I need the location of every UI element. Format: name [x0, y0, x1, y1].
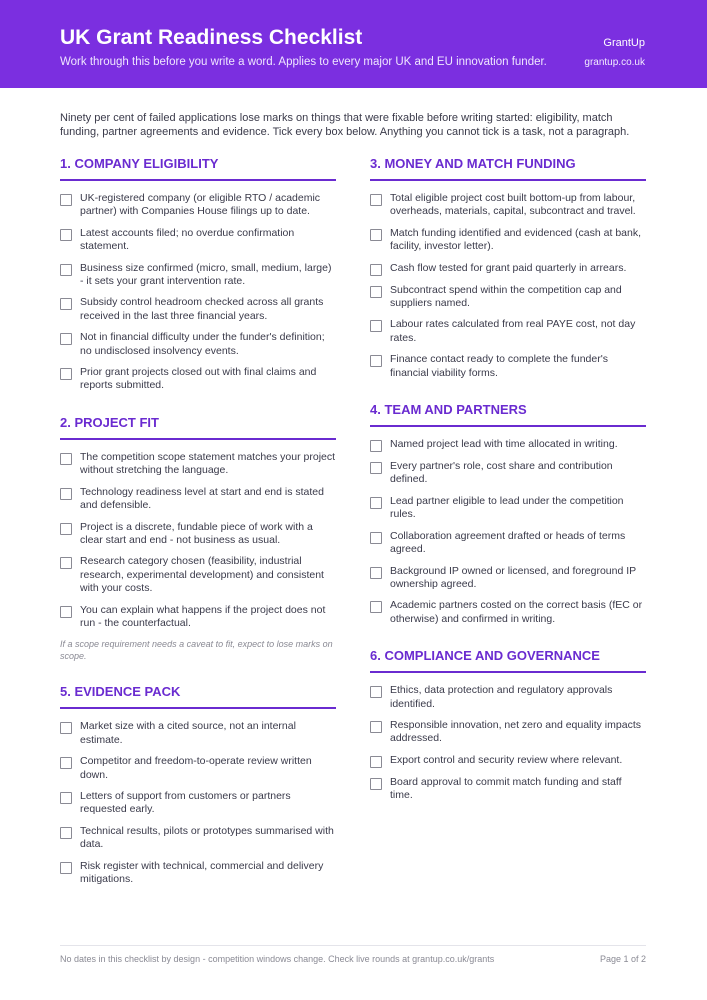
- checklist-item-text: Responsible innovation, net zero and equality impacts addressed.: [390, 718, 641, 745]
- checkbox[interactable]: [370, 601, 382, 613]
- brand-site: grantup.co.uk: [584, 57, 645, 68]
- checklist-item-text: You can explain what happens if the project does not run - the counterfactual.: [80, 603, 326, 629]
- checklist: [370, 438, 646, 626]
- page-footer: [60, 945, 646, 964]
- checkbox[interactable]: [370, 532, 382, 544]
- checklist-item-text: Market size with a cited source, not an internal estimate.: [80, 720, 296, 746]
- checkbox[interactable]: [60, 523, 72, 535]
- checklist: [370, 192, 646, 380]
- brand-name: GrantUp: [603, 37, 645, 49]
- checklist-item-text: Business size confirmed (micro, small, medium, large) - it sets your grant intervention rate.: [80, 261, 332, 288]
- checklist-item-text: UK-registered company (or eligible RTO / academic partner) with Companies House filings up to date.: [80, 192, 321, 218]
- checkbox[interactable]: [370, 355, 382, 367]
- checklist: [60, 451, 336, 630]
- section-title: 2. PROJECT FIT: [60, 415, 336, 440]
- page-header: [0, 0, 707, 88]
- section-title: 5. EVIDENCE PACK: [60, 684, 336, 709]
- checklist-item-text: Research category chosen (feasibility, industrial research, experimental development) and consistent with your costs.: [80, 555, 324, 595]
- checklist-item-text: Technical results, pilots or prototypes summarised with data.: [80, 824, 334, 851]
- intro-paragraph: Ninety per cent of failed applications lose marks on things that were fixable before writing started: eligibility, match funding, partner agreements and evidence. Tick every box below. Anything you cannot tick is a task, not a paragraph.: [60, 112, 630, 138]
- checkbox[interactable]: [370, 721, 382, 733]
- footer-note: No dates in this checklist by design - competition windows change. Check live rounds at grantup.co.uk/grants: [60, 954, 495, 964]
- checklist-item: [60, 720, 336, 747]
- checklist-item-text: Latest accounts filed; no overdue confirmation statement.: [80, 226, 295, 253]
- checklist-item: [60, 790, 336, 817]
- checkbox[interactable]: [60, 827, 72, 839]
- checklist-item-text: Risk register with technical, commercial and delivery mitigations.: [80, 859, 324, 885]
- checklist-item-text: Academic partners costed on the correct basis (fEC or otherwise) and confirmed in writing.: [390, 599, 643, 625]
- section-money-and-match-funding: [370, 156, 646, 380]
- checklist-item: [60, 825, 336, 852]
- section-team-and-partners: [370, 402, 646, 626]
- checklist-item: [60, 521, 336, 548]
- checkbox[interactable]: [370, 497, 382, 509]
- checklist-item-text: Prior grant projects closed out with final claims and reports submitted.: [80, 366, 317, 392]
- section-title: 1. COMPANY ELIGIBILITY: [60, 156, 336, 181]
- checklist-item-text: Subcontract spend within the competition cap and suppliers named.: [390, 283, 622, 310]
- checklist-item-text: Total eligible project cost built bottom-up from labour, overheads, materials, capital, subcontract and travel.: [390, 192, 636, 218]
- page-title: UK Grant Readiness Checklist: [60, 26, 363, 49]
- checkbox[interactable]: [370, 462, 382, 474]
- section-note: If a scope requirement needs a caveat to fit, expect to lose marks on scope.: [60, 639, 333, 662]
- checklist-item-text: Export control and security review where relevant.: [390, 753, 623, 766]
- checkbox[interactable]: [60, 298, 72, 310]
- checklist-item-text: Lead partner eligible to lead under the competition rules.: [390, 494, 624, 521]
- checklist-item-text: Finance contact ready to complete the funder's financial viability forms.: [390, 353, 608, 379]
- checklist: [60, 192, 336, 393]
- checkbox[interactable]: [370, 286, 382, 298]
- checkbox[interactable]: [60, 229, 72, 241]
- checklist-item: [60, 366, 336, 393]
- checklist-item-text: Cash flow tested for grant paid quarterly in arrears.: [390, 261, 627, 274]
- checkbox[interactable]: [370, 778, 382, 790]
- checklist-item-text: Not in financial difficulty under the funder's definition; no undisclosed insolvency events.: [80, 331, 325, 357]
- checklist-item: [370, 227, 646, 254]
- checkbox[interactable]: [60, 488, 72, 500]
- section-title: 3. MONEY AND MATCH FUNDING: [370, 156, 646, 181]
- checklist-item: [60, 296, 336, 323]
- checklist-item: [370, 192, 646, 219]
- page-subtitle: Work through this before you write a word. Applies to every major UK and EU innovation funder.: [60, 56, 547, 68]
- checklist-item: [60, 555, 336, 595]
- checklist-item: [370, 754, 646, 768]
- checkbox[interactable]: [60, 722, 72, 734]
- checkbox[interactable]: [60, 606, 72, 618]
- checklist-item-text: Board approval to commit match funding and staff time.: [390, 775, 622, 802]
- checklist-item: [370, 776, 646, 803]
- checklist-item-text: Project is a discrete, fundable piece of work with a clear start and end - not business as usual.: [80, 520, 313, 546]
- checklist-item: [60, 860, 336, 887]
- checklist-item: [370, 318, 646, 345]
- checklist-item-text: Background IP owned or licensed, and foreground IP ownership agreed.: [390, 564, 636, 590]
- checklist-item: [60, 755, 336, 782]
- checklist-item-text: Competitor and freedom-to-operate review written down.: [80, 755, 312, 781]
- checklist-item: [60, 262, 336, 289]
- checklist-item-text: Ethics, data protection and regulatory approvals identified.: [390, 684, 613, 710]
- checkbox[interactable]: [370, 320, 382, 332]
- checkbox[interactable]: [60, 757, 72, 769]
- checkbox[interactable]: [370, 194, 382, 206]
- checklist-item: [370, 599, 646, 626]
- checklist-item: [370, 719, 646, 746]
- checkbox[interactable]: [60, 333, 72, 345]
- checklist-item-text: Letters of support from customers or partners requested early.: [80, 789, 291, 816]
- checklist-item: [370, 565, 646, 592]
- checkbox[interactable]: [60, 862, 72, 874]
- section-evidence-pack: [60, 684, 336, 886]
- checklist-item: [370, 460, 646, 487]
- checklist: [60, 720, 336, 886]
- checklist-item: [60, 486, 336, 513]
- checkbox[interactable]: [370, 440, 382, 452]
- checkbox[interactable]: [60, 368, 72, 380]
- checkbox[interactable]: [370, 756, 382, 768]
- section-title: 4. TEAM AND PARTNERS: [370, 402, 646, 427]
- checkbox[interactable]: [60, 453, 72, 465]
- section-project-fit: [60, 415, 336, 662]
- left-column: [60, 156, 336, 908]
- checklist-item-text: Labour rates calculated from real PAYE cost, not day rates.: [390, 318, 636, 344]
- checkbox[interactable]: [370, 567, 382, 579]
- section-company-eligibility: [60, 156, 336, 393]
- checklist-item-text: Every partner's role, cost share and contribution defined.: [390, 460, 613, 486]
- checklist-item: [60, 451, 336, 478]
- checklist-item: [60, 604, 336, 631]
- checklist-item: [60, 192, 336, 219]
- checklist-item: [370, 495, 646, 522]
- checklist-item: [60, 331, 336, 358]
- checklist-item: [370, 438, 646, 452]
- checklist-item: [60, 227, 336, 254]
- checkbox[interactable]: [60, 264, 72, 276]
- section-compliance-and-governance: [370, 648, 646, 802]
- checklist-item-text: Named project lead with time allocated in writing.: [390, 438, 618, 451]
- checkbox[interactable]: [60, 557, 72, 569]
- right-column: [370, 156, 646, 825]
- checklist-item: [370, 530, 646, 557]
- checkbox[interactable]: [370, 264, 382, 276]
- checklist-item-text: The competition scope statement matches your project without stretching the language.: [80, 450, 336, 477]
- checklist-item: [370, 353, 646, 380]
- checkbox[interactable]: [60, 194, 72, 206]
- checklist-item-text: Subsidy control headroom checked across all grants received in the last three financial years.: [80, 296, 324, 322]
- section-title: 6. COMPLIANCE AND GOVERNANCE: [370, 648, 646, 673]
- checklist: [370, 684, 646, 802]
- checkbox[interactable]: [370, 229, 382, 241]
- checklist-item-text: Collaboration agreement drafted or heads of terms agreed.: [390, 529, 626, 556]
- checkbox[interactable]: [60, 792, 72, 804]
- checklist-item-text: Technology readiness level at start and end is stated and defensible.: [80, 485, 324, 512]
- page-number: Page 1 of 2: [599, 954, 646, 964]
- checklist-item-text: Match funding identified and evidenced (cash at bank, facility, investor letter).: [390, 226, 642, 253]
- checklist-item: [370, 684, 646, 711]
- checklist-item: [370, 262, 646, 276]
- checklist-item: [370, 284, 646, 311]
- checkbox[interactable]: [370, 686, 382, 698]
